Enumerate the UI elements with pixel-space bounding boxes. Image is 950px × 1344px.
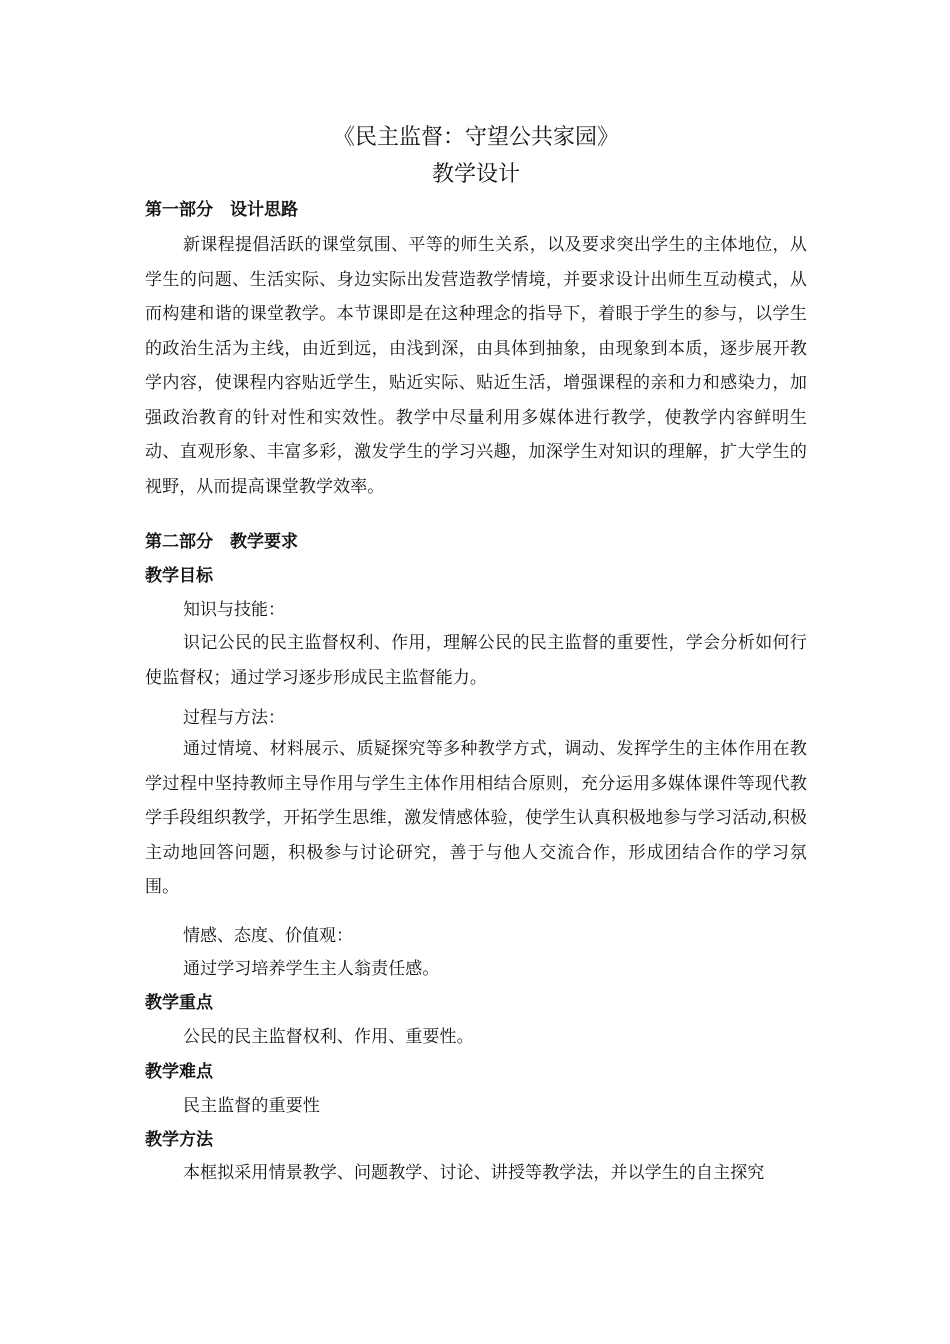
- method-heading: 教学方法: [145, 1130, 213, 1150]
- method-paragraph: 本框拟采用情景教学、问题教学、讨论、讲授等教学法，并以学生的自主探究: [183, 1163, 765, 1183]
- emotion-label: 情感、态度、价值观：: [183, 926, 353, 946]
- document-subtitle: 教学设计: [431, 162, 520, 187]
- key-heading: 教学重点: [145, 993, 213, 1013]
- difficulty-paragraph: 民主监督的重要性: [183, 1096, 320, 1116]
- document-page: [145, 0, 807, 1344]
- process-label: 过程与方法：: [183, 708, 285, 728]
- knowledge-paragraph: 识记公民的民主监督权利、作用，理解公民的民主监督的重要性，学会分析如何行使监督权；通过学习逐步形成民主监督能力。: [145, 633, 807, 688]
- part1-heading: 第一部分 设计思路: [145, 200, 298, 220]
- key-paragraph: 公民的民主监督权利、作用、重要性。: [183, 1027, 474, 1047]
- part1-paragraph: 新课程提倡活跃的课堂氛围、平等的师生关系，以及要求突出学生的主体地位，从学生的问题、生活实际、身边实际出发营造教学情境，并要求设计出师生互动模式，从而构建和谐的课堂教学。本节课即是在这种理念的指导下，着眼于学生的参与，以学生的政治生活为主线，由近到远，由浅到深，由具体到抽象，由现象到本质，逐步展开教学内容，使课程内容贴近学生，贴近实际、贴近生活，增强课程的亲和力和感染力，加强政治教育的针对性和实效性。教学中尽量利用多媒体进行教学，使教学内容鲜明生动、直观形象、丰富多彩，激发学生的学习兴趣，加深学生对知识的理解，扩大学生的视野，从而提高课堂教学效率。: [145, 235, 807, 497]
- emotion-paragraph: 通过学习培养学生主人翁责任感。: [183, 959, 440, 979]
- goals-heading: 教学目标: [145, 566, 213, 586]
- document-title: 《民主监督：守望公共家园》: [332, 125, 619, 150]
- knowledge-label: 知识与技能：: [183, 600, 285, 620]
- part2-heading: 第二部分 教学要求: [145, 532, 298, 552]
- difficulty-heading: 教学难点: [145, 1062, 213, 1082]
- process-paragraph: 通过情境、材料展示、质疑探究等多种教学方式，调动、发挥学生的主体作用在教学过程中坚持教师主导作用与学生主体作用相结合原则，充分运用多媒体课件等现代教学手段组织教学，开拓学生思维，激发情感体验，使学生认真积极地参与学习活动,积极主动地回答问题，积极参与讨论研究，善于与他人交流合作，形成团结合作的学习氛围。: [145, 739, 807, 897]
